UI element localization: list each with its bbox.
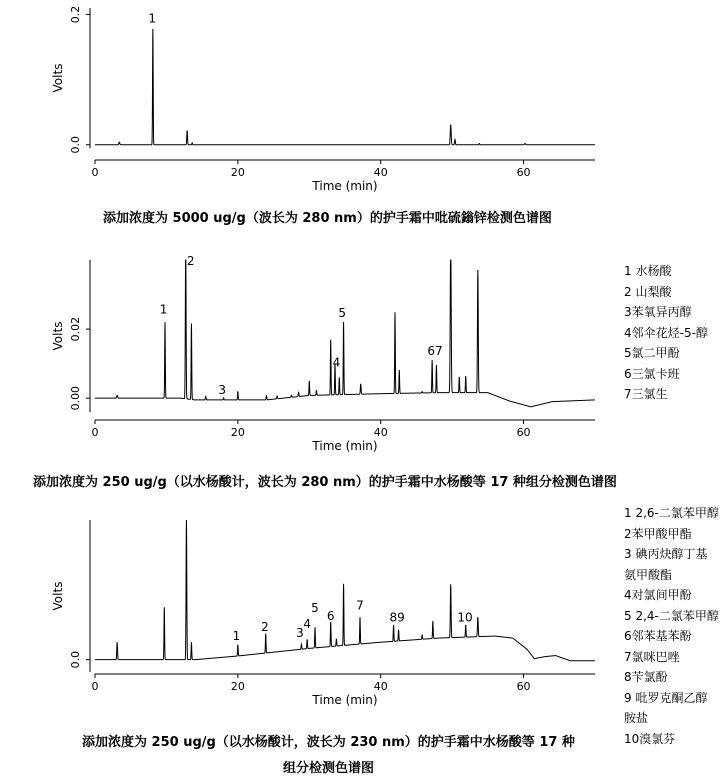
signal-trace [95, 260, 595, 407]
y-axis-label: Volts [51, 581, 65, 611]
peak-label: 5 [311, 601, 319, 616]
x-tick-label: 0 [91, 680, 99, 693]
legend-entry: 胺盐 [624, 711, 649, 725]
x-axis-label: Time (min) [312, 439, 378, 453]
legend-entry: 2 山梨酸 [624, 284, 672, 299]
peak-label: 1 [148, 11, 156, 26]
caption-chart-1: 添加浓度为 5000 ug/g（波长为 280 nm）的护手霜中吡硫鎓锌检测色谱图 [103, 211, 552, 226]
legend-entry: 5 2,4-二氯苯甲醇 [624, 608, 719, 623]
chromatogram-2 [51, 254, 595, 453]
peak-label: 89 [389, 610, 405, 625]
peak-label: 6 [326, 608, 335, 623]
caption-chart-2: 添加浓度为 250 ug/g（以水杨酸计，波长为 280 nm）的护手霜中水杨酸等 17 种组分检测色谱图 [33, 475, 617, 490]
caption-chart-3-line-1: 添加浓度为 250 ug/g（以水杨酸计，波长为 230 nm）的护手霜中水杨酸等 17 种 [82, 735, 575, 750]
peak-label: 4 [332, 355, 341, 370]
peak-label: 2 [186, 254, 195, 269]
legend-entry: 氨甲酸酯 [624, 567, 673, 582]
y-tick-label: 0.0 [69, 650, 82, 669]
peak-label: 4 [303, 617, 311, 632]
y-tick-label: 0.02 [69, 316, 82, 342]
x-tick-label: 40 [373, 426, 388, 439]
peak-label: 10 [457, 610, 473, 625]
y-tick-label: 0.0 [69, 135, 82, 154]
legend-entry: 4邻伞花烃-5-醇 [624, 325, 708, 340]
peak-label: 7 [356, 598, 364, 613]
x-tick-label: 40 [373, 166, 388, 179]
legend-entry: 9 吡罗克酮乙醇 [624, 690, 708, 705]
legend-entry: 2苯甲酸甲酯 [624, 526, 692, 541]
legend-entry: 5氯二甲酚 [624, 346, 680, 360]
peak-label: 3 [296, 626, 304, 641]
x-tick-label: 0 [91, 166, 99, 179]
legend-entry: 1 水杨酸 [624, 264, 672, 278]
legend-entry: 8苄氯酚 [624, 670, 668, 684]
legend-chart-2 [624, 261, 708, 405]
chromatogram-1 [51, 6, 595, 193]
x-tick-label: 40 [373, 680, 388, 693]
chromatogram-3 [51, 520, 595, 707]
peak-label: 2 [261, 619, 269, 634]
y-tick-label: 0.2 [69, 5, 82, 24]
legend-entry: 10溴氯芬 [624, 731, 676, 746]
legend-entry: 6三氯卡班 [624, 366, 680, 381]
legend-chart-3 [624, 503, 719, 749]
legend-entry: 7氯咪巴唑 [624, 649, 680, 664]
legend-entry: 3苯氧异丙醇 [624, 305, 692, 319]
y-tick-label: 0.00 [69, 385, 82, 411]
y-axis-label: Volts [51, 63, 65, 93]
x-tick-label: 20 [230, 426, 245, 439]
legend-entry: 3 碘丙炔醇丁基 [624, 547, 708, 561]
caption-chart-3-line-2: 组分检测色谱图 [283, 761, 375, 776]
x-tick-label: 20 [230, 166, 245, 179]
peak-label: 3 [218, 383, 226, 398]
y-axis-label: Volts [51, 321, 65, 351]
legend-entry: 4对氯间甲酚 [624, 588, 692, 602]
x-tick-label: 0 [91, 426, 99, 439]
peak-label: 5 [338, 306, 346, 320]
peak-label: 1 [232, 629, 241, 644]
legend-entry: 1 2,6-二氯苯甲醇 [624, 506, 719, 520]
x-axis-label: Time (min) [312, 693, 378, 707]
legend-entry: 7三氯生 [624, 387, 668, 401]
legend-entry: 6邻苯基苯酚 [624, 629, 692, 643]
peak-label: 67 [427, 344, 443, 358]
x-tick-label: 60 [516, 680, 531, 693]
signal-trace [95, 520, 595, 661]
x-tick-label: 20 [230, 680, 245, 693]
x-tick-label: 60 [516, 426, 531, 439]
x-tick-label: 60 [516, 166, 531, 179]
signal-trace [95, 29, 595, 145]
x-axis-label: Time (min) [312, 179, 378, 193]
peak-label: 1 [159, 302, 168, 317]
